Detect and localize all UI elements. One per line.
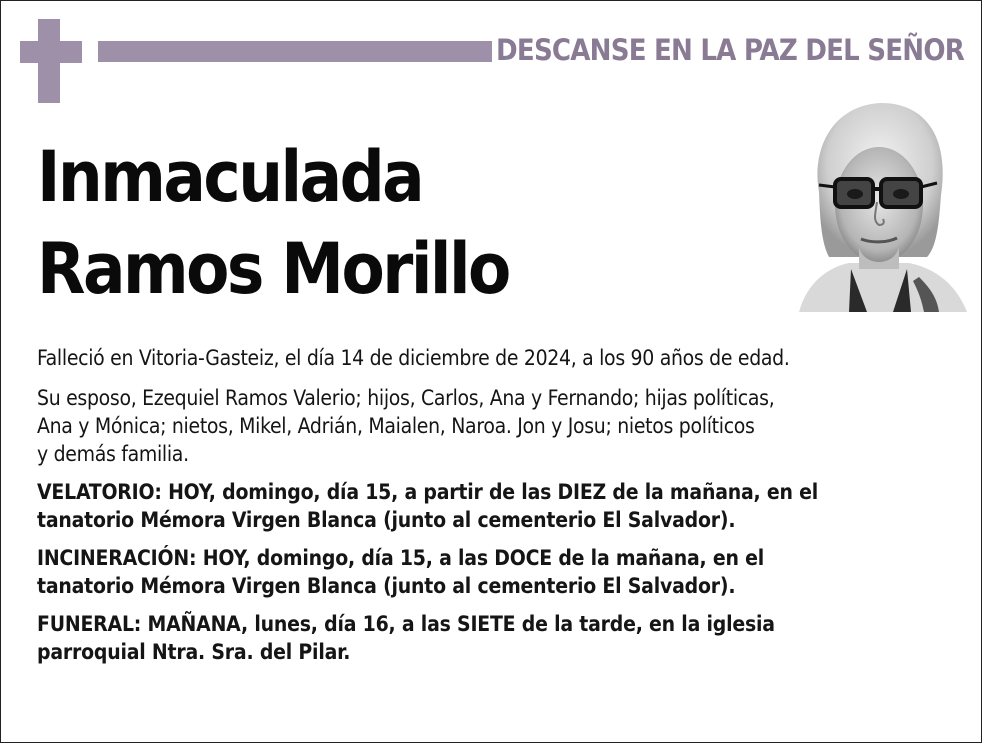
deceased-surnames: Ramos Morillo	[37, 228, 509, 310]
cremation-paragraph	[37, 544, 957, 600]
family-line: y demás familia.	[37, 442, 189, 466]
wake-paragraph	[37, 478, 957, 534]
cross-horizontal-bar	[20, 41, 82, 63]
cremation-line: INCINERACIÓN: HOY, domingo, día 15, a las DOCE de la mañana, en el	[37, 546, 764, 570]
cremation-line: tanatorio Mémora Virgen Blanca (junto al cementerio El Salvador).	[37, 574, 736, 598]
obituary-body	[37, 344, 957, 676]
header-title: DESCANSE EN LA PAZ DEL SEÑOR	[496, 33, 964, 67]
death-notice: Falleció en Vitoria-Gasteiz, el día 14 de diciembre de 2024, a los 90 años de edad.	[37, 346, 790, 370]
funeral-line: FUNERAL: MAÑANA, lunes, día 16, a las SIETE de la tarde, en la iglesia	[37, 612, 775, 636]
wake-line: VELATORIO: HOY, domingo, día 15, a partir de las DIEZ de la mañana, en el	[37, 480, 819, 504]
deceased-first-name: Inmaculada	[37, 136, 423, 218]
family-paragraph	[37, 384, 957, 468]
deceased-portrait	[789, 97, 969, 312]
family-line: Ana y Mónica; nietos, Mikel, Adrián, Maialen, Naroa. Jon y Josu; nietos políticos	[37, 414, 755, 438]
family-line: Su esposo, Ezequiel Ramos Valerio; hijos, Carlos, Ana y Fernando; hijas políticas,	[37, 386, 775, 410]
wake-line: tanatorio Mémora Virgen Blanca (junto al cementerio El Salvador).	[37, 508, 736, 532]
header-divider-bar	[98, 41, 492, 62]
funeral-line: parroquial Ntra. Sra. del Pilar.	[37, 640, 351, 664]
funeral-paragraph	[37, 610, 957, 666]
deceased-name	[37, 131, 757, 315]
